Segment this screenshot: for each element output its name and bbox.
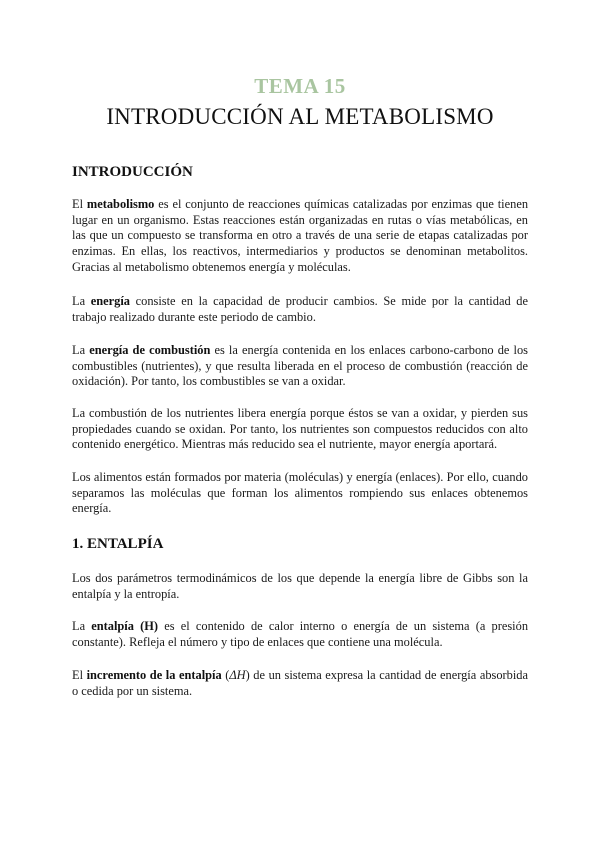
section-heading-entalpia: 1. ENTALPÍA: [72, 536, 164, 552]
page-title: INTRODUCCIÓN AL METABOLISMO: [106, 104, 494, 129]
paragraph-energia-combustion: [72, 343, 528, 390]
tema-number: TEMA 15: [254, 74, 346, 98]
section-heading-introduccion: INTRODUCCIÓN: [72, 164, 193, 180]
paragraph-entalpia-h: [72, 619, 528, 650]
delta-h-symbol: ΔH: [229, 668, 246, 682]
text-pre: La: [72, 294, 91, 308]
text-post: es el contenido de calor interno o energía de un sistema (a presión constante). Refleja el número y tipo de enlaces que contiene una molécula.: [72, 619, 529, 649]
bold-term: entalpía (H): [91, 619, 159, 633]
bold-term: energía: [90, 294, 130, 308]
paragraph-incremento-entalpia: [72, 668, 528, 699]
text-mid: (: [221, 668, 230, 682]
paragraph-energia: [72, 294, 528, 325]
text-post: consiste en la capacidad de producir cambios. Se mide por la cantidad de trabajo realizado durante este periodo de cambio.: [72, 294, 528, 324]
text-post: es el conjunto de reacciones químicas catalizadas por enzimas que tienen lugar en un organismo. Estas reacciones están organizadas en rutas o vías metabólicas, en las que un compuesto se transforma en otro a través de una serie de etapas catalizadas por enzimas. En ellas, los reactivos, intermediarios y productos se denominan metabolitos. Gracias al metabolismo obtenemos energía y moléculas.: [72, 197, 529, 274]
bold-term: energía de combustión: [89, 343, 211, 357]
paragraph-alimentos: Los alimentos están formados por materia (moléculas) y energía (enlaces). Por ello, cuando separamos las moléculas que forman los alimentos rompiendo sus enlaces obtenemos energía.: [72, 470, 528, 516]
text-pre: La: [72, 343, 90, 357]
bold-term: incremento de la entalpía: [86, 668, 222, 682]
bold-term: metabolismo: [86, 197, 155, 211]
text-pre: El: [72, 668, 87, 682]
text-post: ) de un sistema expresa la cantidad de energía absorbida o cedida por un sistema.: [72, 668, 528, 698]
text-pre: El: [72, 197, 87, 211]
text-pre: La: [72, 619, 92, 633]
paragraph-metabolismo: [72, 197, 528, 276]
text-post: es la energía contenida en los enlaces carbono-carbono de los combustibles (nutrientes), y que resulta liberada en el proceso de combustión (reacción de oxidación). Por tanto, los combustibles se van a oxidar.: [72, 343, 528, 389]
paragraph-combustion-nutrientes: La combustión de los nutrientes libera energía porque éstos se van a oxidar, y pierden sus propiedades cuando se oxidan. Por tanto, los nutrientes son compuestos reducidos con alto contenido energético. Mientras más reducido sea el nutriente, mayor energía aportará.: [72, 406, 528, 452]
paragraph-parametros: Los dos parámetros termodinámicos de los que depende la energía libre de Gibbs son la entalpía y la entropía.: [72, 571, 528, 601]
